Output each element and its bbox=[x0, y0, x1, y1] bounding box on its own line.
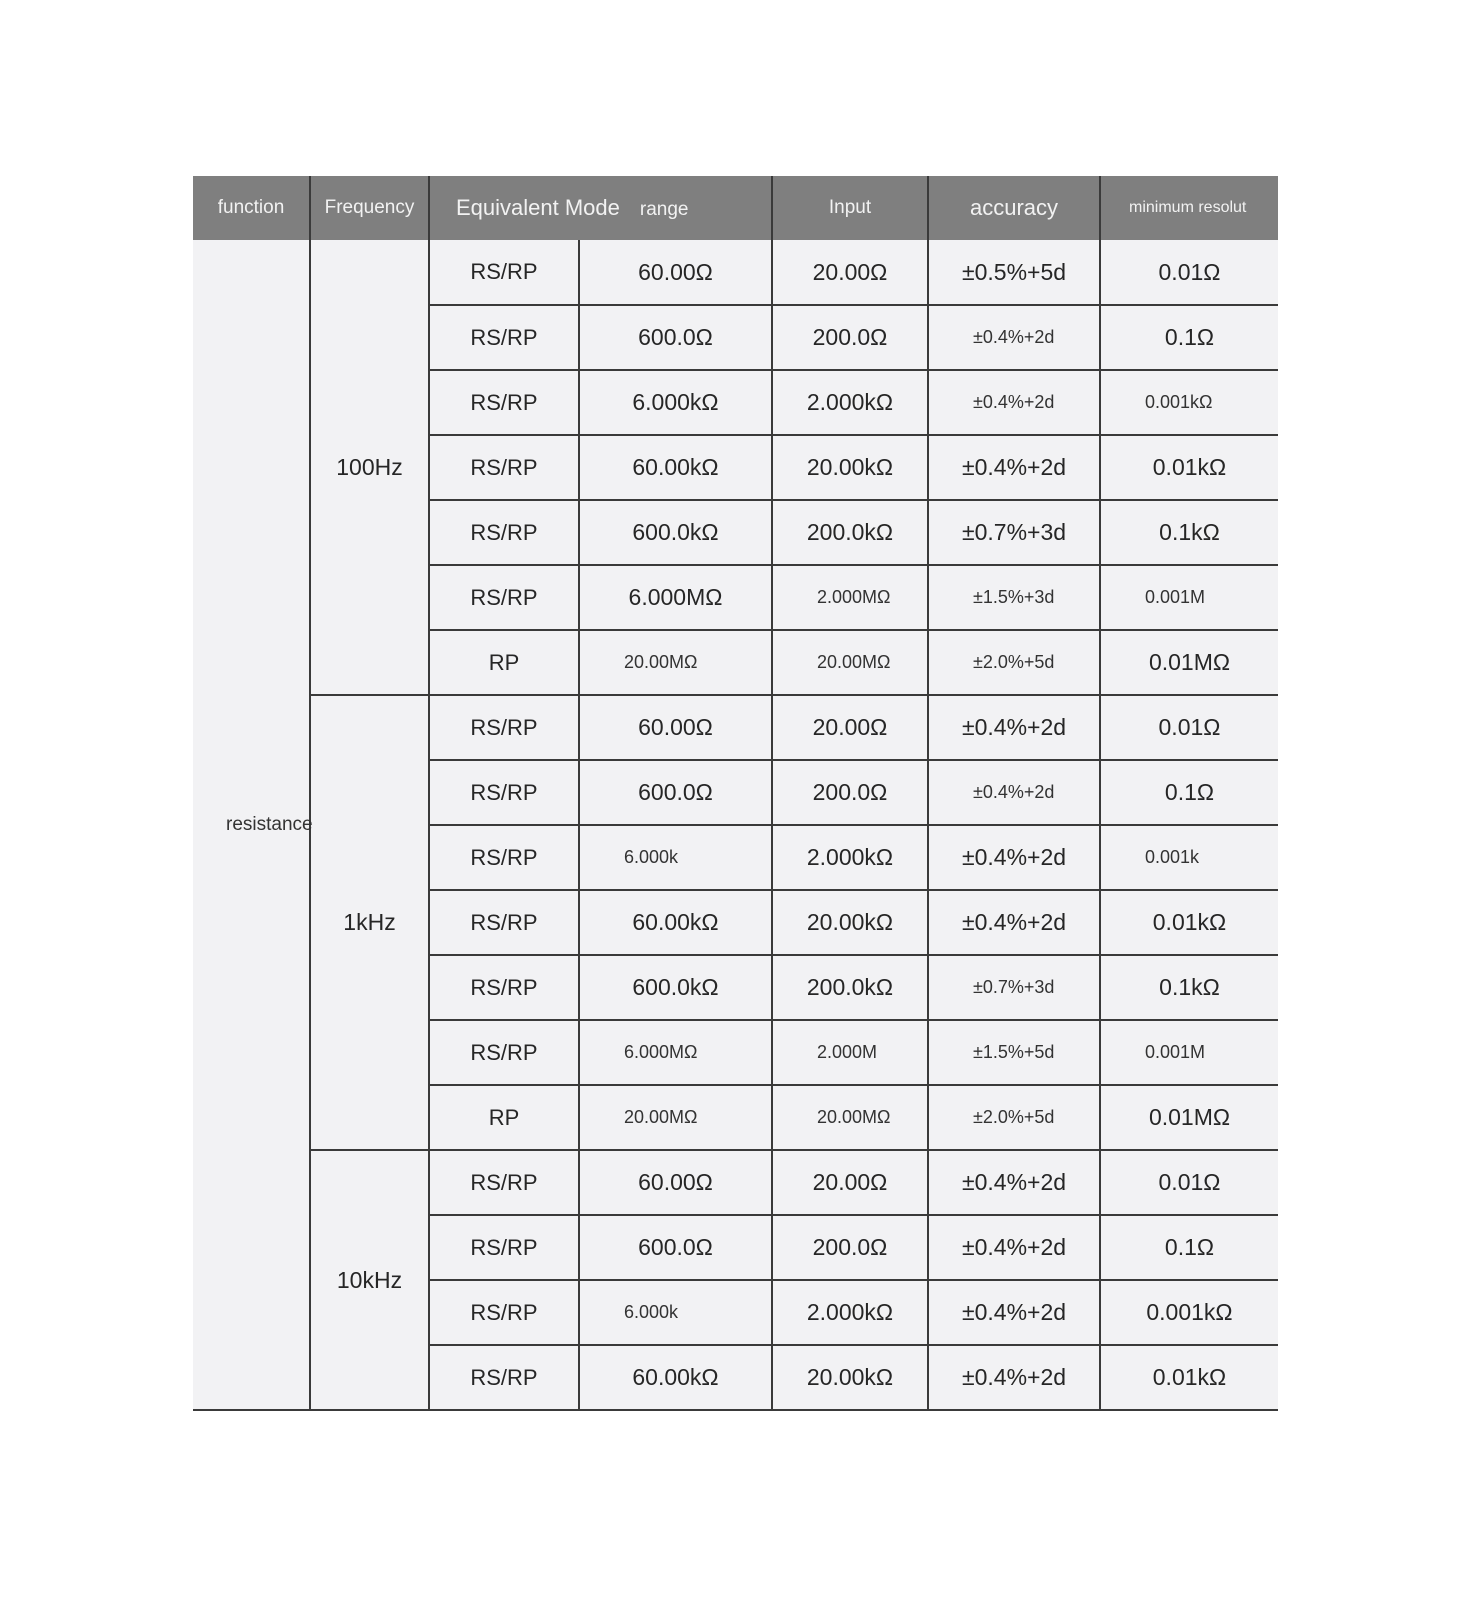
header-mode-range bbox=[429, 176, 772, 240]
range-cell: 600.0kΩ bbox=[579, 955, 772, 1020]
mode-cell: RS/RP bbox=[429, 370, 579, 435]
range-cell: 6.000kΩ bbox=[579, 370, 772, 435]
header-range: range bbox=[639, 199, 689, 220]
resolution-cell: 0.01kΩ bbox=[1100, 1345, 1278, 1410]
range-cell: 20.00MΩ bbox=[579, 1085, 772, 1150]
input-cell: 200.0Ω bbox=[772, 760, 928, 825]
range-cell: 60.00Ω bbox=[579, 240, 772, 305]
accuracy-cell: ±2.0%+5d bbox=[928, 630, 1100, 695]
range-cell: 600.0Ω bbox=[579, 305, 772, 370]
range-cell: 6.000MΩ bbox=[579, 1020, 772, 1085]
mode-cell: RS/RP bbox=[429, 1345, 579, 1410]
range-cell: 60.00Ω bbox=[579, 695, 772, 760]
function-cell: resistance bbox=[193, 240, 310, 1410]
input-cell: 2.000MΩ bbox=[772, 565, 928, 630]
accuracy-cell: ±0.7%+3d bbox=[928, 500, 1100, 565]
mode-cell: RS/RP bbox=[429, 565, 579, 630]
header-row bbox=[193, 176, 1278, 240]
spec-table bbox=[193, 176, 1278, 1411]
range-cell: 600.0Ω bbox=[579, 760, 772, 825]
input-cell: 200.0Ω bbox=[772, 1215, 928, 1280]
accuracy-cell: ±0.7%+3d bbox=[928, 955, 1100, 1020]
resolution-cell: 0.001k bbox=[1100, 825, 1278, 890]
accuracy-cell: ±1.5%+3d bbox=[928, 565, 1100, 630]
accuracy-cell: ±0.4%+2d bbox=[928, 1215, 1100, 1280]
range-cell: 60.00kΩ bbox=[579, 890, 772, 955]
range-cell: 600.0kΩ bbox=[579, 500, 772, 565]
accuracy-cell: ±0.4%+2d bbox=[928, 435, 1100, 500]
range-cell: 60.00kΩ bbox=[579, 1345, 772, 1410]
input-cell: 20.00MΩ bbox=[772, 1085, 928, 1150]
range-cell: 6.000k bbox=[579, 825, 772, 890]
mode-cell: RS/RP bbox=[429, 305, 579, 370]
resolution-cell: 0.001kΩ bbox=[1100, 370, 1278, 435]
mode-cell: RS/RP bbox=[429, 760, 579, 825]
accuracy-cell: ±0.4%+2d bbox=[928, 760, 1100, 825]
table-row bbox=[193, 240, 1278, 305]
input-cell: 20.00Ω bbox=[772, 1150, 928, 1215]
frequency-cell: 10kHz bbox=[310, 1150, 429, 1410]
range-cell: 6.000k bbox=[579, 1280, 772, 1345]
accuracy-cell: ±2.0%+5d bbox=[928, 1085, 1100, 1150]
resolution-cell: 0.001kΩ bbox=[1100, 1280, 1278, 1345]
accuracy-cell: ±1.5%+5d bbox=[928, 1020, 1100, 1085]
range-cell: 60.00Ω bbox=[579, 1150, 772, 1215]
range-cell: 6.000MΩ bbox=[579, 565, 772, 630]
input-cell: 20.00kΩ bbox=[772, 1345, 928, 1410]
resolution-cell: 0.01Ω bbox=[1100, 695, 1278, 760]
input-cell: 2.000M bbox=[772, 1020, 928, 1085]
accuracy-cell: ±0.4%+2d bbox=[928, 695, 1100, 760]
resolution-cell: 0.01Ω bbox=[1100, 240, 1278, 305]
input-cell: 20.00Ω bbox=[772, 240, 928, 305]
input-cell: 20.00kΩ bbox=[772, 435, 928, 500]
mode-cell: RS/RP bbox=[429, 500, 579, 565]
table-body bbox=[193, 240, 1278, 1410]
resolution-cell: 0.1kΩ bbox=[1100, 955, 1278, 1020]
range-cell: 600.0Ω bbox=[579, 1215, 772, 1280]
resolution-cell: 0.1kΩ bbox=[1100, 500, 1278, 565]
mode-cell: RS/RP bbox=[429, 1150, 579, 1215]
header-frequency: Frequency bbox=[310, 176, 429, 240]
header-function: function bbox=[193, 176, 310, 240]
header-equivalent-mode: Equivalent Mode bbox=[456, 195, 620, 220]
accuracy-cell: ±0.4%+2d bbox=[928, 305, 1100, 370]
mode-cell: RS/RP bbox=[429, 825, 579, 890]
frequency-cell: 1kHz bbox=[310, 695, 429, 1150]
accuracy-cell: ±0.5%+5d bbox=[928, 240, 1100, 305]
input-cell: 20.00kΩ bbox=[772, 890, 928, 955]
header-accuracy: accuracy bbox=[928, 176, 1100, 240]
resolution-cell: 0.1Ω bbox=[1100, 1215, 1278, 1280]
input-cell: 200.0kΩ bbox=[772, 955, 928, 1020]
resolution-cell: 0.01MΩ bbox=[1100, 1085, 1278, 1150]
accuracy-cell: ±0.4%+2d bbox=[928, 1345, 1100, 1410]
input-cell: 2.000kΩ bbox=[772, 370, 928, 435]
table-row bbox=[193, 695, 1278, 760]
mode-cell: RP bbox=[429, 630, 579, 695]
input-cell: 20.00MΩ bbox=[772, 630, 928, 695]
mode-cell: RS/RP bbox=[429, 1020, 579, 1085]
range-cell: 60.00kΩ bbox=[579, 435, 772, 500]
mode-cell: RS/RP bbox=[429, 955, 579, 1020]
input-cell: 200.0Ω bbox=[772, 305, 928, 370]
accuracy-cell: ±0.4%+2d bbox=[928, 1280, 1100, 1345]
resolution-cell: 0.01Ω bbox=[1100, 1150, 1278, 1215]
accuracy-cell: ±0.4%+2d bbox=[928, 825, 1100, 890]
resolution-cell: 0.001M bbox=[1100, 1020, 1278, 1085]
resolution-cell: 0.01kΩ bbox=[1100, 890, 1278, 955]
header-input: Input bbox=[772, 176, 928, 240]
mode-cell: RS/RP bbox=[429, 1280, 579, 1345]
header-minimum-resolution: minimum resolut bbox=[1100, 176, 1278, 240]
mode-cell: RS/RP bbox=[429, 435, 579, 500]
accuracy-cell: ±0.4%+2d bbox=[928, 890, 1100, 955]
resolution-cell: 0.01MΩ bbox=[1100, 630, 1278, 695]
input-cell: 2.000kΩ bbox=[772, 825, 928, 890]
mode-cell: RS/RP bbox=[429, 890, 579, 955]
mode-cell: RS/RP bbox=[429, 1215, 579, 1280]
mode-cell: RP bbox=[429, 1085, 579, 1150]
frequency-cell: 100Hz bbox=[310, 240, 429, 695]
accuracy-cell: ±0.4%+2d bbox=[928, 1150, 1100, 1215]
resolution-cell: 0.001M bbox=[1100, 565, 1278, 630]
input-cell: 2.000kΩ bbox=[772, 1280, 928, 1345]
resolution-cell: 0.1Ω bbox=[1100, 760, 1278, 825]
accuracy-cell: ±0.4%+2d bbox=[928, 370, 1100, 435]
input-cell: 20.00Ω bbox=[772, 695, 928, 760]
mode-cell: RS/RP bbox=[429, 695, 579, 760]
mode-cell: RS/RP bbox=[429, 240, 579, 305]
resolution-cell: 0.01kΩ bbox=[1100, 435, 1278, 500]
range-cell: 20.00MΩ bbox=[579, 630, 772, 695]
input-cell: 200.0kΩ bbox=[772, 500, 928, 565]
resolution-cell: 0.1Ω bbox=[1100, 305, 1278, 370]
table-row bbox=[193, 1150, 1278, 1215]
